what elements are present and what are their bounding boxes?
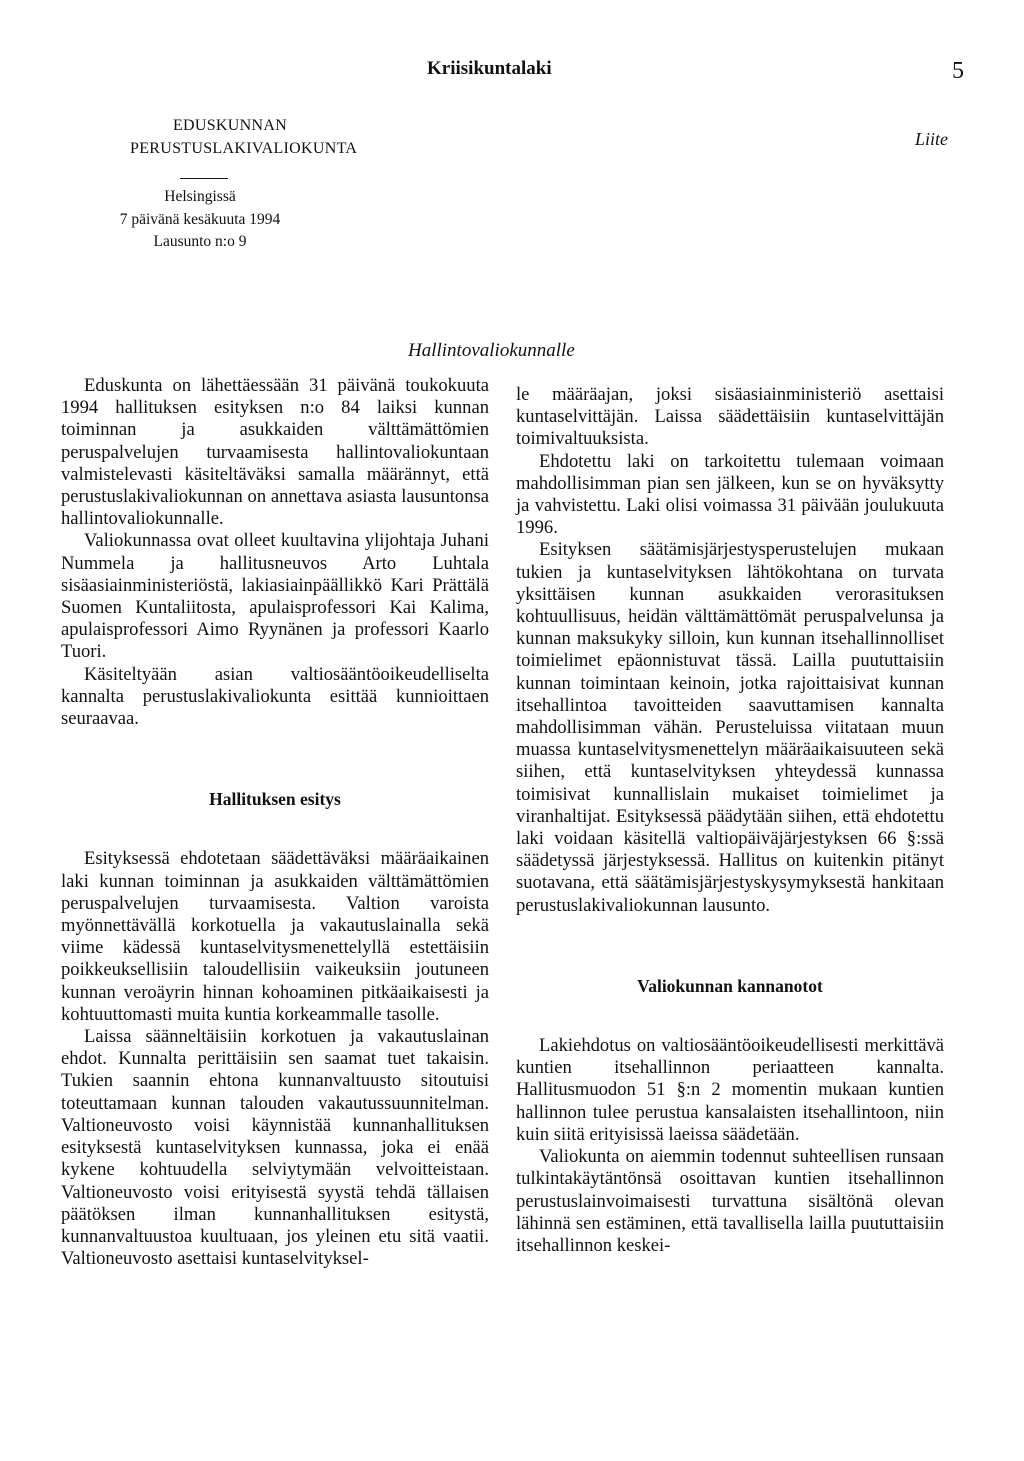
paragraph: Ehdotettu laki on tarkoitettu tulemaan voimaan mahdollisimman pian sen jälkeen, kun se on hyväksytty ja vahvistettu. Laki olisi voimassa 31 päivään joulukuuta 1996. <box>516 450 944 539</box>
date: 7 päivänä kesäkuuta 1994 <box>119 210 281 228</box>
divider <box>180 178 228 179</box>
right-column <box>516 384 944 1257</box>
paragraph: Valiokunta on aiemmin todennut suhteellisen runsaan tulkintakäytäntönsä osoittavan kuntien itsehallinnon perustuslainvoimaisesti turvattuna sisältönä olevan lähinnä sen estäminen, että tavallisella lailla puututtaisiin itsehallinnon keskei- <box>516 1146 944 1256</box>
section-heading: Valiokunnan kannanotot <box>637 975 823 996</box>
paragraph: le määräajan, joksi sisäasiainministeriö asettaisi kuntaselvittäjän. Laissa säädettäisiin kuntaselvittäjän toimivaltuuksista. <box>516 384 944 450</box>
left-column <box>61 375 489 1270</box>
issuer-block <box>130 114 358 160</box>
statement-number: Lausunto n:o 9 <box>153 233 247 250</box>
page-number: 5 <box>952 58 964 84</box>
issuer-line-1: EDUSKUNNAN <box>172 117 288 134</box>
running-title: Kriisikuntalaki <box>427 58 552 79</box>
place: Helsingissä <box>164 188 236 205</box>
section-heading: Hallituksen esitys <box>209 789 341 810</box>
paragraph: Esityksessä ehdotetaan säädettäväksi määräaikainen laki kunnan toiminnan ja asukkaiden välttämättömien peruspalvelujen turvaamisesta. Valtion varoista myönnettävällä korkotuella ja vakautuslainalla sekä viime kädessä kuntaselvitysmenettelyllä estettäisiin poikkeuksellisiin taloudellisiin vaikeuksiin joutuneen kunnan veroäyrin hinnan kohoaminen pitkäaikaisesti ja kohtuuttomasti muita kuntia korkeammalle tasolle. <box>61 848 489 1025</box>
appendix-label: Liite <box>915 129 949 149</box>
statement-meta <box>100 186 300 254</box>
addressee: Hallintovaliokunnalle <box>408 340 575 361</box>
paragraph: Laissa säänneltäisiin korkotuen ja vakautuslainan ehdot. Kunnalta perittäisiin sen saamat tuet takaisin. Tukien saannin ehtona kunnanvaltuusto sitoutuisi toteuttamaan kunnan talouden vakautussuunnitelman. Valtioneuvosto voisi käynnistää kunnanhallituksen esityksestä kuntaselvityksen kunnassa, joka ei enää kykene kohtuudella selviytymään velvoitteistaan. Valtioneuvosto voisi erityisestä syystä tehdä tällaisen päätöksen ilman kunnanhallituksen esitystä, kunnanvaltuustoa kuultuaan, jos yleinen etu sitä vaatii. Valtioneuvosto asettaisi kuntaselvityksel- <box>61 1026 489 1270</box>
paragraph: Esityksen säätämisjärjestysperustelujen mukaan tukien ja kuntaselvityksen lähtökohtana on turvata yksittäisen kunnan asukkaiden verorasituksen kohtuullisuus, heidän välttämättömät peruspalvelunsa ja kunnan maksukyky silloin, kun kunnan itsehallinnolliset toimielimet epäonnistuvat tässä. Lailla puututtaisiin kunnan toimintaan keinoin, jotka rajoittaisivat kunnan itsehallintoa tavoitteiden saavuttamisen kannalta mahdollisimman vähän. Perusteluissa viitataan muun muassa kuntaselvitysmenettelyn määräaikaisuuteen sekä siihen, että kuntaselvityksen yhteydessä kunnassa toimisivat kunnallislain mukaiset toimielimet ja viranhaltijat. Esityksessä päädytään siihen, että ehdotettu laki voidaan käsitellä valtiopäiväjärjestyksen 66 §:ssä säädetyssä järjestyksessä. Hallitus on kuitenkin pitänyt suotavana, että säätämisjärjestyskysymyksestä hankitaan perustuslakivaliokunnan lausunto. <box>516 539 944 916</box>
issuer-line-2: PERUSTUSLAKIVALIOKUNTA <box>130 140 358 157</box>
paragraph: Lakiehdotus on valtiosääntöoikeudellisesti merkittävä kuntien itsehallinnon periaatteen kannalta. Hallitusmuodon 51 §:n 2 momentin mukaan kuntien hallinnon tulee perustua kansalaisten itsehallintoon, niin kuin siitä erityisissä laeissa säädetään. <box>516 1035 944 1145</box>
paragraph: Käsiteltyään asian valtiosääntöoikeudelliselta kannalta perustuslakivaliokunta esittää kunnioittaen seuraavaa. <box>61 663 489 730</box>
paragraph: Valiokunnassa ovat olleet kuultavina ylijohtaja Juhani Nummela ja hallitusneuvos Arto Luhtala sisäasiainministeriöstä, lakiasiainpäällikkö Kari Prättälä Suomen Kuntaliitosta, apulaisprofessori Kai Kalima, apulaisprofessori Aimo Ryynänen ja professori Kaarlo Tuori. <box>61 530 489 663</box>
paragraph: Eduskunta on lähettäessään 31 päivänä toukokuuta 1994 hallituksen esityksen n:o 84 laiksi kunnan toiminnan ja asukkaiden välttämättömien peruspalvelujen turvaamisesta hallintovaliokuntaan valmistelevasti käsiteltäväksi samalla määrännyt, että perustuslakivaliokunnan on annettava asiasta lausuntonsa hallintovaliokunnalle. <box>61 375 489 530</box>
